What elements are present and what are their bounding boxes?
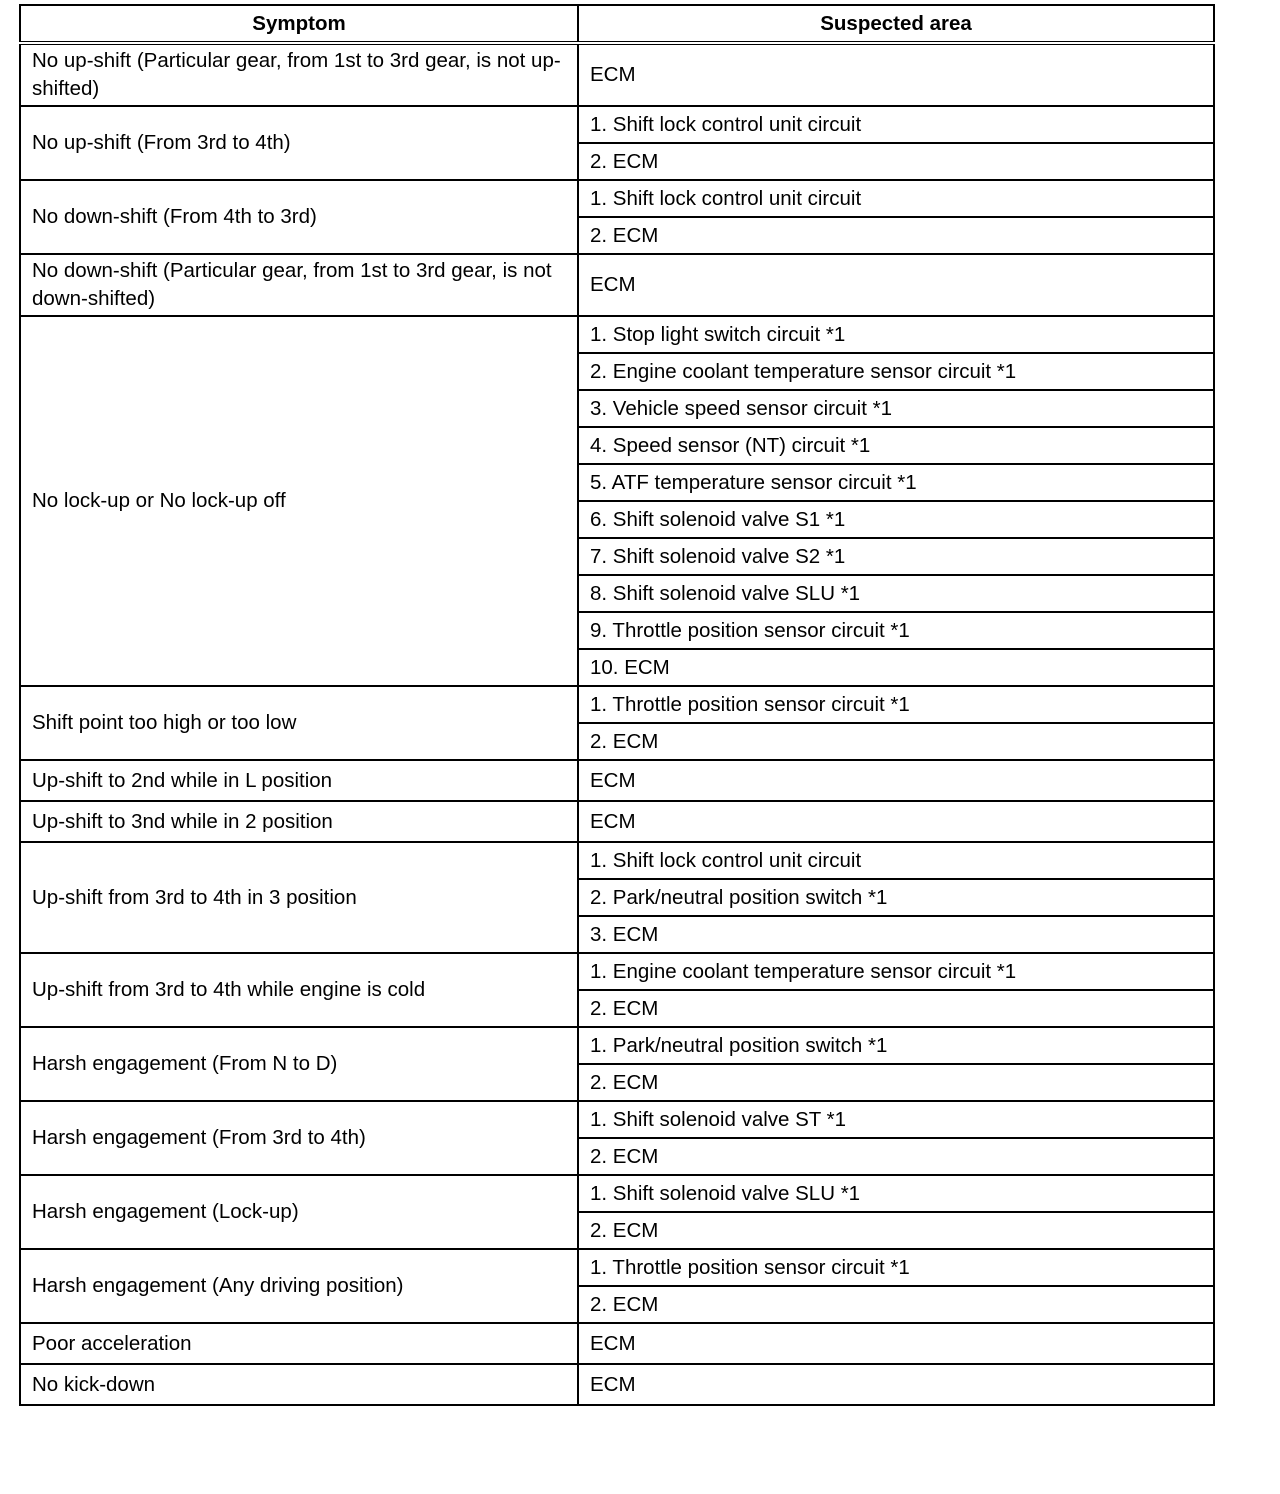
table-row	[20, 801, 1214, 842]
suspected-area-cell: 2. ECM	[578, 1212, 1214, 1249]
table-row	[20, 254, 1214, 316]
symptom-cell: Up-shift to 2nd while in L position	[20, 760, 578, 801]
suspected-area-cell: 2. ECM	[578, 217, 1214, 254]
table-row	[20, 953, 1214, 990]
suspected-area-cell: 1. Shift solenoid valve SLU *1	[578, 1175, 1214, 1212]
suspected-area-cell: 1. Throttle position sensor circuit *1	[578, 1249, 1214, 1286]
suspected-area-cell: ECM	[578, 43, 1214, 106]
suspected-area-cell: ECM	[578, 1364, 1214, 1405]
suspected-area-cell: 2. Park/neutral position switch *1	[578, 879, 1214, 916]
symptom-cell: No up-shift (From 3rd to 4th)	[20, 106, 578, 180]
symptom-cell: No down-shift (Particular gear, from 1st to 3rd gear, is not down-shifted)	[20, 254, 578, 316]
suspected-area-cell: 2. ECM	[578, 143, 1214, 180]
suspected-area-cell: 2. Engine coolant temperature sensor circuit *1	[578, 353, 1214, 390]
suspected-area-cell: ECM	[578, 760, 1214, 801]
suspected-area-cell: 8. Shift solenoid valve SLU *1	[578, 575, 1214, 612]
table-row	[20, 842, 1214, 879]
table-row	[20, 760, 1214, 801]
symptom-cell: Up-shift from 3rd to 4th in 3 position	[20, 842, 578, 953]
suspected-area-cell: 1. Shift lock control unit circuit	[578, 106, 1214, 143]
suspected-area-cell: 4. Speed sensor (NT) circuit *1	[578, 427, 1214, 464]
table-row	[20, 1175, 1214, 1212]
suspected-area-cell: 10. ECM	[578, 649, 1214, 686]
suspected-area-cell: ECM	[578, 801, 1214, 842]
suspected-area-cell: ECM	[578, 1323, 1214, 1364]
table-row	[20, 1323, 1214, 1364]
suspected-area-cell: 2. ECM	[578, 1064, 1214, 1101]
symptom-cell: No down-shift (From 4th to 3rd)	[20, 180, 578, 254]
table-row	[20, 106, 1214, 143]
suspected-area-cell: 1. Stop light switch circuit *1	[578, 316, 1214, 353]
symptom-cell: Harsh engagement (Lock-up)	[20, 1175, 578, 1249]
suspected-area-cell: 6. Shift solenoid valve S1 *1	[578, 501, 1214, 538]
suspected-area-cell: 3. Vehicle speed sensor circuit *1	[578, 390, 1214, 427]
table-row	[20, 316, 1214, 353]
symptom-cell: Up-shift from 3rd to 4th while engine is cold	[20, 953, 578, 1027]
header-row	[20, 5, 1214, 43]
suspected-area-cell: 2. ECM	[578, 1138, 1214, 1175]
suspected-area-cell: ECM	[578, 254, 1214, 316]
suspected-area-cell: 2. ECM	[578, 1286, 1214, 1323]
suspected-area-cell: 1. Shift lock control unit circuit	[578, 842, 1214, 879]
suspected-area-cell: 2. ECM	[578, 990, 1214, 1027]
suspected-area-cell: 1. Shift solenoid valve ST *1	[578, 1101, 1214, 1138]
symptom-cell: No kick-down	[20, 1364, 578, 1405]
table-row	[20, 686, 1214, 723]
suspected-area-cell: 5. ATF temperature sensor circuit *1	[578, 464, 1214, 501]
table-row	[20, 180, 1214, 217]
symptom-cell: Up-shift to 3nd while in 2 position	[20, 801, 578, 842]
suspected-area-cell: 3. ECM	[578, 916, 1214, 953]
suspected-area-cell: 1. Engine coolant temperature sensor circuit *1	[578, 953, 1214, 990]
suspected-area-cell: 7. Shift solenoid valve S2 *1	[578, 538, 1214, 575]
symptom-table	[19, 4, 1215, 1406]
header-suspected-area: Suspected area	[578, 5, 1214, 43]
table-row	[20, 1249, 1214, 1286]
table-row	[20, 1101, 1214, 1138]
table-body	[20, 43, 1214, 1405]
symptom-cell: No lock-up or No lock-up off	[20, 316, 578, 686]
symptom-cell: No up-shift (Particular gear, from 1st to 3rd gear, is not up-shifted)	[20, 43, 578, 106]
suspected-area-cell: 9. Throttle position sensor circuit *1	[578, 612, 1214, 649]
table-row	[20, 1027, 1214, 1064]
suspected-area-cell: 1. Park/neutral position switch *1	[578, 1027, 1214, 1064]
suspected-area-cell: 2. ECM	[578, 723, 1214, 760]
symptom-cell: Harsh engagement (Any driving position)	[20, 1249, 578, 1323]
symptom-cell: Harsh engagement (From 3rd to 4th)	[20, 1101, 578, 1175]
header-symptom: Symptom	[20, 5, 578, 43]
suspected-area-cell: 1. Shift lock control unit circuit	[578, 180, 1214, 217]
symptom-cell: Poor acceleration	[20, 1323, 578, 1364]
table-row	[20, 43, 1214, 106]
symptom-cell: Harsh engagement (From N to D)	[20, 1027, 578, 1101]
symptom-cell: Shift point too high or too low	[20, 686, 578, 760]
table-row	[20, 1364, 1214, 1405]
suspected-area-cell: 1. Throttle position sensor circuit *1	[578, 686, 1214, 723]
